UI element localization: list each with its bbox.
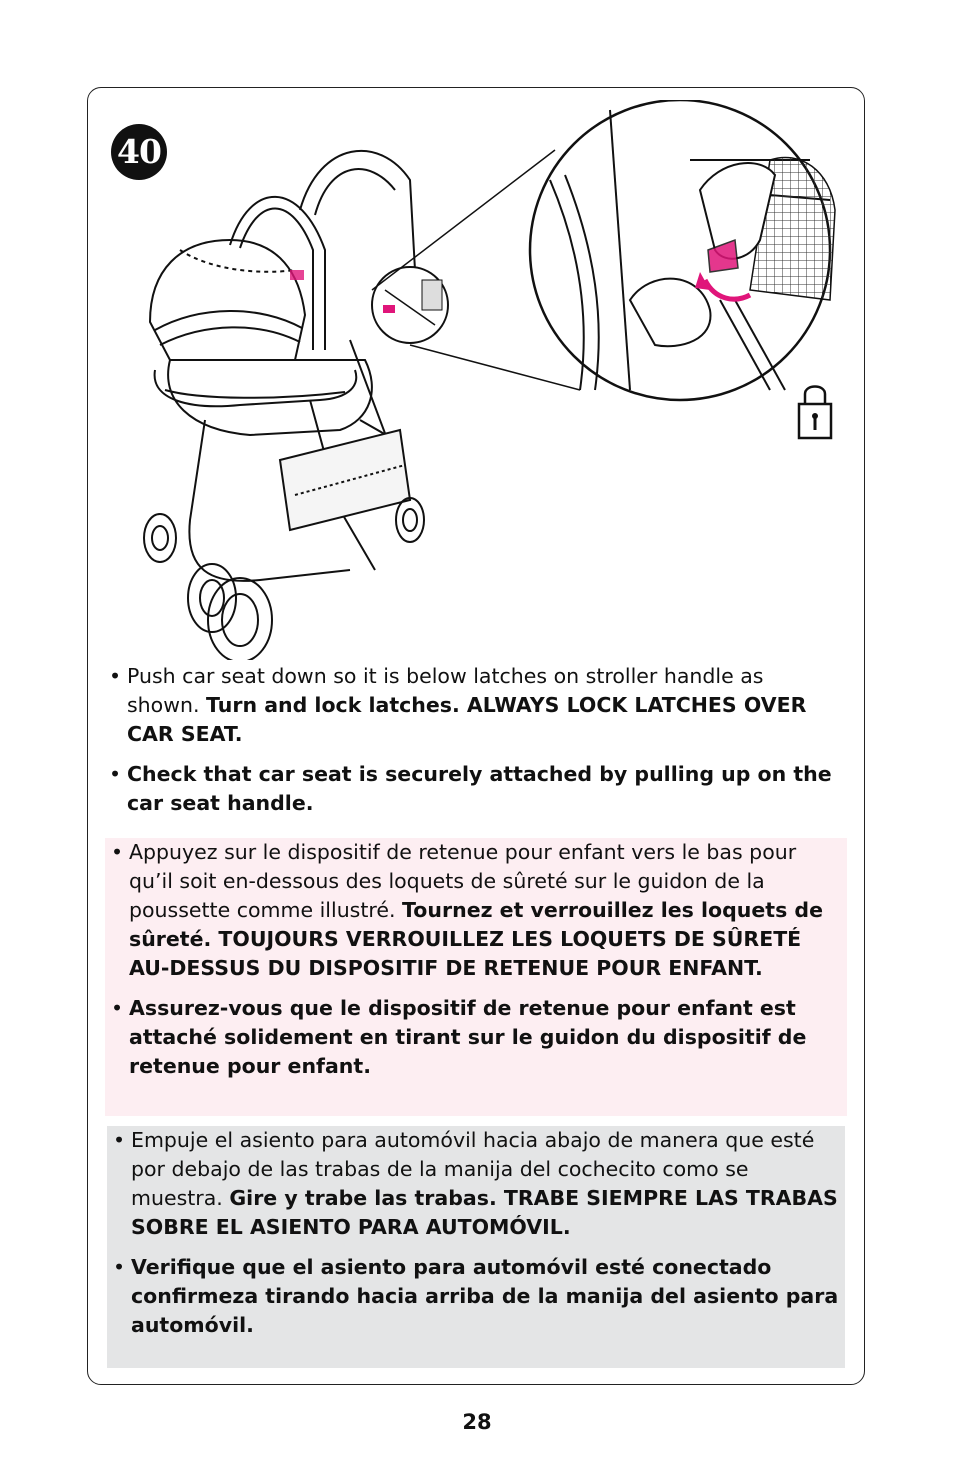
instruction-bold-text: Turn and lock latches. ALWAYS LOCK LATCHES OVER CAR SEAT. <box>127 693 807 746</box>
instruction-bold-text: Verifique que el asiento para automóvil esté conectado confirmeza tirando hacia arriba de la manija del asiento para automóvil. <box>131 1255 839 1337</box>
instruction-bold-text: Assurez-vous que le dispositif de retenue pour enfant est attaché solidement en tirant sur le guidon du dispositif de retenue pour enfant. <box>129 996 807 1078</box>
bullet: • <box>111 840 124 864</box>
bullet: • <box>113 1128 126 1152</box>
stroller-illustration <box>110 100 850 660</box>
list-item <box>111 994 841 1081</box>
instruction-bold-text: Gire y trabe las trabas. TRABE SIEMPRE LAS TRABAS SOBRE EL ASIENTO PARA AUTOMÓVIL. <box>131 1186 838 1239</box>
instruction-bold-text: Check that car seat is securely attached by pulling up on the car seat handle. <box>127 762 832 815</box>
step-number-badge: 40 <box>111 124 167 180</box>
list-item <box>111 838 841 983</box>
instruction-text: Push car seat down so it is below latches on stroller handle as shown. <box>127 664 764 717</box>
page-number: 28 <box>462 1410 492 1434</box>
instruction-text: Appuyez sur le dispositif de retenue pour enfant vers le bas pour qu’il soit en-dessous des loquets de sûreté sur le guidon de la poussette comme illustré. <box>129 840 797 922</box>
list-item <box>109 760 841 818</box>
list-item <box>113 1253 839 1340</box>
instruction-text: Empuje el asiento para automóvil hacia abajo de manera que esté por debajo de las trabas de la manija del cochecito como se muestra. <box>131 1128 815 1210</box>
instruction-bold-text: Tournez et verrouillez les loquets de sûreté. TOUJOURS VERROUILLEZ LES LOQUETS DE SÛRETÉ AU-DESSUS DU DISPOSITIF DE RETENUE POUR ENFANT. <box>129 898 823 980</box>
list-item <box>109 662 841 749</box>
list-item <box>113 1126 839 1242</box>
bullet: • <box>113 1255 126 1279</box>
french-instructions <box>105 838 847 1116</box>
lock-icon <box>795 380 835 440</box>
bullet: • <box>111 996 124 1020</box>
bullet: • <box>109 762 122 786</box>
spanish-instructions <box>107 1126 845 1368</box>
english-instructions <box>105 662 845 818</box>
bullet: • <box>109 664 122 688</box>
